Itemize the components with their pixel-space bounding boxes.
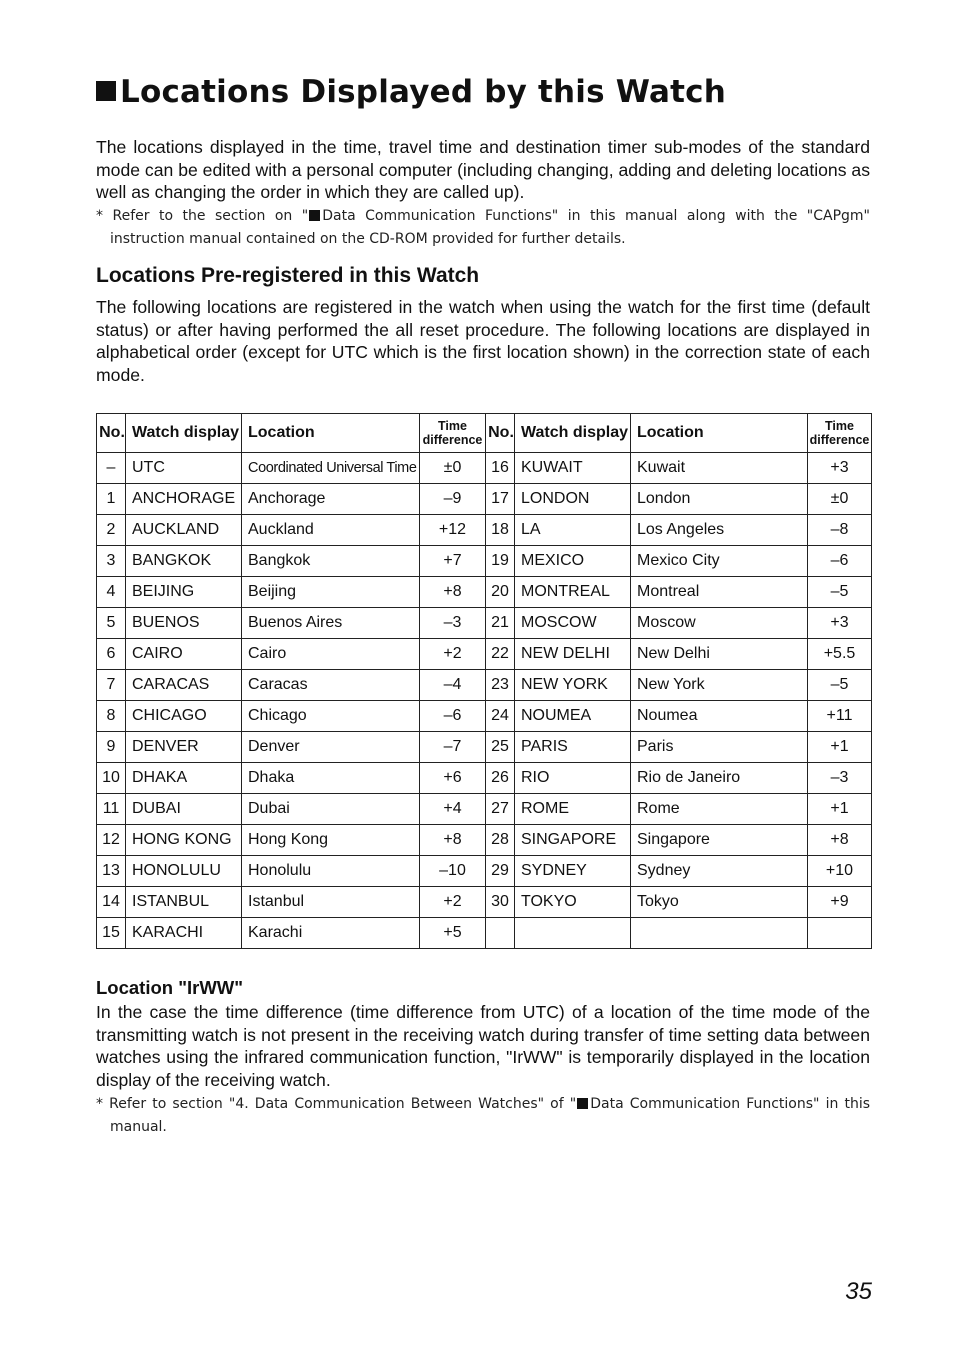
- cell-location: Montreal: [631, 577, 808, 608]
- page-title: [96, 74, 726, 110]
- cell-watch-display: NEW YORK: [515, 670, 631, 701]
- preregistered-paragraph: The following locations are registered in the watch when using the watch for the first time (default status) or after having performed the all reset procedure. The following locations are displayed in alphabetical order (except for UTC which is the first location shown) in the correction state of each mode.: [96, 297, 870, 386]
- cell-location: Singapore: [631, 825, 808, 856]
- cell-no: 28: [486, 825, 515, 856]
- cell-watch-display: MOSCOW: [515, 608, 631, 639]
- cell-no: 30: [486, 887, 515, 918]
- intro-paragraph: The locations displayed in the time, travel time and destination timer sub-modes of the standard mode can be edited with a personal computer (including changing, adding and deleting locations as well as changing the order in which they are called up).: [96, 137, 870, 203]
- cell-time-difference: +5: [420, 918, 486, 949]
- cell-time-difference: –3: [420, 608, 486, 639]
- cell-no: 17: [486, 484, 515, 515]
- cell-time-difference: ±0: [808, 484, 872, 515]
- cell-location: Honolulu: [242, 856, 420, 887]
- cell-watch-display: CHICAGO: [126, 701, 242, 732]
- cell-time-difference: +2: [420, 887, 486, 918]
- cell-location: Mexico City: [631, 546, 808, 577]
- cell-no: 27: [486, 794, 515, 825]
- cell-watch-display: DHAKA: [126, 763, 242, 794]
- cell-location: Kuwait: [631, 453, 808, 484]
- cell-no: 26: [486, 763, 515, 794]
- page-number: 35: [845, 1278, 872, 1305]
- cell-watch-display: NEW DELHI: [515, 639, 631, 670]
- cell-location: Buenos Aires: [242, 608, 420, 639]
- cell-location: London: [631, 484, 808, 515]
- cell-no: 15: [97, 918, 126, 949]
- irww-paragraph: In the case the time difference (time difference from UTC) of a location of the time mode of the transmitting watch is not present in the receiving watch during transfer of time setting data between watches using the infrared communication function, "IrWW" is temporarily displayed in the location display of the receiving watch.: [96, 1002, 870, 1091]
- cell-time-difference: –3: [808, 763, 872, 794]
- cell-location: Rome: [631, 794, 808, 825]
- cell-time-difference: +12: [420, 515, 486, 546]
- table-row: [97, 794, 872, 825]
- cell-no: 16: [486, 453, 515, 484]
- cell-time-difference: –6: [808, 546, 872, 577]
- cell-watch-display: UTC: [126, 453, 242, 484]
- cell-watch-display: BEIJING: [126, 577, 242, 608]
- cell-watch-display: LA: [515, 515, 631, 546]
- table-row: [97, 577, 872, 608]
- irww-note-ref: Data Communication Functions: [590, 1096, 814, 1112]
- cell-no: 23: [486, 670, 515, 701]
- col-header-time-difference: Time difference: [808, 414, 872, 453]
- cell-time-difference: +7: [420, 546, 486, 577]
- cell-location: Rio de Janeiro: [631, 763, 808, 794]
- col-header-watch-display: Watch display: [126, 414, 242, 453]
- cell-time-difference: –6: [420, 701, 486, 732]
- cell-time-difference: –5: [808, 670, 872, 701]
- cell-no: 21: [486, 608, 515, 639]
- cell-time-difference: +8: [808, 825, 872, 856]
- table-row: [97, 918, 872, 949]
- cell-time-difference: –5: [808, 577, 872, 608]
- cell-no: 13: [97, 856, 126, 887]
- cell-no: 5: [97, 608, 126, 639]
- col-header-time-difference: Time difference: [420, 414, 486, 453]
- intro-note: [96, 205, 870, 251]
- cell-watch-display: ISTANBUL: [126, 887, 242, 918]
- cell-location: Bangkok: [242, 546, 420, 577]
- irww-note-prefix: * Refer to section "4. Data Communication Between Watches" of ": [96, 1096, 577, 1112]
- table-row: [97, 639, 872, 670]
- cell-time-difference: –7: [420, 732, 486, 763]
- cell-no: 2: [97, 515, 126, 546]
- table-row: [97, 763, 872, 794]
- cell-location: Paris: [631, 732, 808, 763]
- cell-watch-display: PARIS: [515, 732, 631, 763]
- col-header-watch-display: Watch display: [515, 414, 631, 453]
- cell-watch-display: HONG KONG: [126, 825, 242, 856]
- cell-watch-display: ROME: [515, 794, 631, 825]
- cell-time-difference: +5.5: [808, 639, 872, 670]
- cell-watch-display: KUWAIT: [515, 453, 631, 484]
- cell-watch-display: NOUMEA: [515, 701, 631, 732]
- table-row: [97, 701, 872, 732]
- table-row: [97, 453, 872, 484]
- cell-location: Moscow: [631, 608, 808, 639]
- cell-time-difference: +1: [808, 794, 872, 825]
- cell-time-difference: +8: [420, 577, 486, 608]
- intro-note-suffix: " in this manual along with the "CAPgm" instruction manual contained on the CD-ROM provided for further details.: [110, 208, 870, 247]
- cell-time-difference: –8: [808, 515, 872, 546]
- cell-no: 14: [97, 887, 126, 918]
- cell-watch-display: DENVER: [126, 732, 242, 763]
- cell-watch-display: BANGKOK: [126, 546, 242, 577]
- irww-note: [96, 1093, 870, 1139]
- cell-time-difference: [808, 918, 872, 949]
- cell-no: 25: [486, 732, 515, 763]
- cell-watch-display: MEXICO: [515, 546, 631, 577]
- cell-no: 19: [486, 546, 515, 577]
- cell-no: 22: [486, 639, 515, 670]
- cell-watch-display: BUENOS: [126, 608, 242, 639]
- cell-no: 12: [97, 825, 126, 856]
- cell-location: Anchorage: [242, 484, 420, 515]
- cell-time-difference: –10: [420, 856, 486, 887]
- cell-no: 6: [97, 639, 126, 670]
- cell-watch-display: SYDNEY: [515, 856, 631, 887]
- cell-no: –: [97, 453, 126, 484]
- cell-location: [631, 918, 808, 949]
- table-row: [97, 856, 872, 887]
- cell-watch-display: RIO: [515, 763, 631, 794]
- cell-location: Los Angeles: [631, 515, 808, 546]
- cell-location: Chicago: [242, 701, 420, 732]
- cell-time-difference: +4: [420, 794, 486, 825]
- cell-time-difference: ±0: [420, 453, 486, 484]
- cell-watch-display: MONTREAL: [515, 577, 631, 608]
- cell-watch-display: SINGAPORE: [515, 825, 631, 856]
- cell-watch-display: [515, 918, 631, 949]
- black-square-icon: [577, 1098, 588, 1109]
- cell-watch-display: KARACHI: [126, 918, 242, 949]
- cell-time-difference: +3: [808, 608, 872, 639]
- cell-location: New Delhi: [631, 639, 808, 670]
- irww-note-suffix: " in this manual.: [110, 1096, 871, 1135]
- table-row: [97, 484, 872, 515]
- cell-location: Istanbul: [242, 887, 420, 918]
- table-row: [97, 670, 872, 701]
- cell-watch-display: CAIRO: [126, 639, 242, 670]
- cell-time-difference: +11: [808, 701, 872, 732]
- cell-no: 3: [97, 546, 126, 577]
- cell-time-difference: +6: [420, 763, 486, 794]
- cell-time-difference: +8: [420, 825, 486, 856]
- cell-watch-display: LONDON: [515, 484, 631, 515]
- cell-watch-display: DUBAI: [126, 794, 242, 825]
- table-row: [97, 546, 872, 577]
- cell-location: Dubai: [242, 794, 420, 825]
- cell-time-difference: +3: [808, 453, 872, 484]
- cell-location: Hong Kong: [242, 825, 420, 856]
- cell-time-difference: +9: [808, 887, 872, 918]
- section-heading-irww: Location "IrWW": [96, 977, 244, 998]
- cell-no: 10: [97, 763, 126, 794]
- cell-time-difference: –4: [420, 670, 486, 701]
- cell-location: Karachi: [242, 918, 420, 949]
- cell-no: 11: [97, 794, 126, 825]
- intro-note-prefix: * Refer to the section on ": [96, 208, 309, 224]
- cell-time-difference: +10: [808, 856, 872, 887]
- cell-location: Tokyo: [631, 887, 808, 918]
- cell-location: Sydney: [631, 856, 808, 887]
- cell-time-difference: –9: [420, 484, 486, 515]
- cell-no: [486, 918, 515, 949]
- cell-no: 4: [97, 577, 126, 608]
- cell-location: Auckland: [242, 515, 420, 546]
- locations-table: [96, 413, 872, 949]
- cell-location: Caracas: [242, 670, 420, 701]
- cell-location: Coordinated Universal Time: [242, 453, 420, 484]
- table-row: [97, 732, 872, 763]
- col-header-location: Location: [242, 414, 420, 453]
- cell-location: Cairo: [242, 639, 420, 670]
- cell-location: Dhaka: [242, 763, 420, 794]
- table-row: [97, 608, 872, 639]
- cell-time-difference: +1: [808, 732, 872, 763]
- table-header-row: [97, 414, 872, 453]
- cell-watch-display: HONOLULU: [126, 856, 242, 887]
- cell-watch-display: CARACAS: [126, 670, 242, 701]
- cell-location: New York: [631, 670, 808, 701]
- cell-location: Beijing: [242, 577, 420, 608]
- black-square-icon: [96, 81, 116, 101]
- cell-no: 8: [97, 701, 126, 732]
- section-heading-preregistered: Locations Pre-registered in this Watch: [96, 264, 480, 287]
- cell-watch-display: TOKYO: [515, 887, 631, 918]
- table-row: [97, 825, 872, 856]
- cell-no: 29: [486, 856, 515, 887]
- col-header-no: No.: [97, 414, 126, 453]
- col-header-location: Location: [631, 414, 808, 453]
- cell-no: 9: [97, 732, 126, 763]
- page-title-text: Locations Displayed by this Watch: [120, 74, 727, 110]
- cell-time-difference: +2: [420, 639, 486, 670]
- black-square-icon: [309, 210, 320, 221]
- cell-no: 20: [486, 577, 515, 608]
- cell-location: Denver: [242, 732, 420, 763]
- cell-no: 7: [97, 670, 126, 701]
- table-row: [97, 887, 872, 918]
- cell-location: Noumea: [631, 701, 808, 732]
- intro-note-ref: Data Communication Functions: [322, 208, 552, 224]
- cell-no: 18: [486, 515, 515, 546]
- table-row: [97, 515, 872, 546]
- cell-watch-display: ANCHORAGE: [126, 484, 242, 515]
- cell-no: 1: [97, 484, 126, 515]
- col-header-no: No.: [486, 414, 515, 453]
- cell-no: 24: [486, 701, 515, 732]
- cell-watch-display: AUCKLAND: [126, 515, 242, 546]
